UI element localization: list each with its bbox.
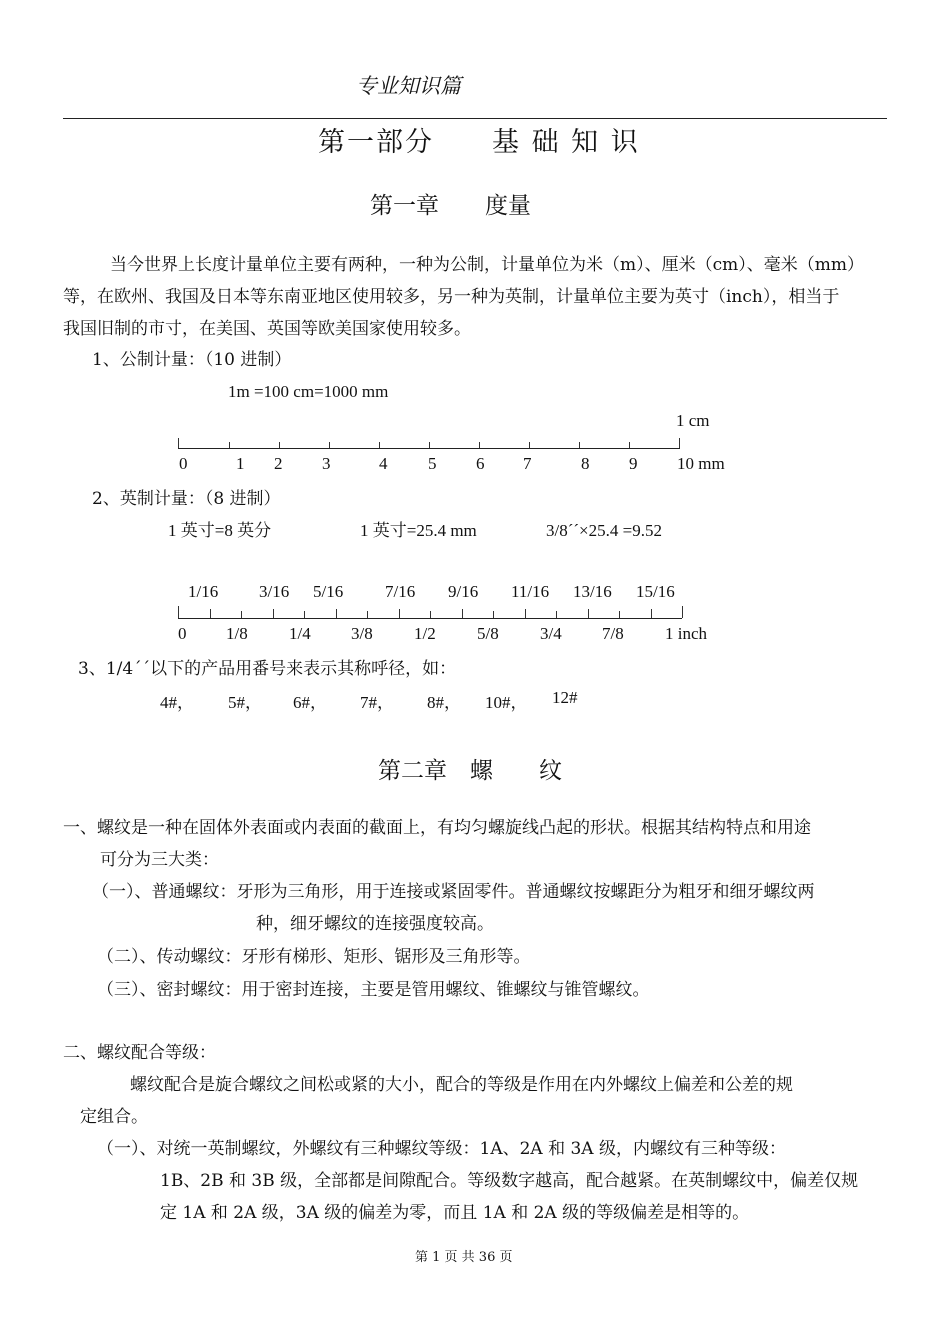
metric-label: 5 [428, 454, 437, 473]
imperial-bottom-label: 0 [178, 624, 187, 643]
page-footer: 第 1 页 共 36 页 [415, 1250, 513, 1265]
imperial-bottom-label: 3/4 [540, 624, 562, 643]
size-number: 6#， [293, 693, 327, 712]
metric-label: 9 [629, 454, 638, 473]
imperial-tick [462, 609, 463, 618]
imperial-tick [682, 606, 683, 618]
imperial-bottom-label: 7/8 [602, 624, 624, 643]
imperial-tick [273, 609, 274, 618]
imperial-bottom-label: 1/2 [414, 624, 436, 643]
intro-line-2: 等，在欧州、我国及日本等东南亚地区使用较多，另一种为英制，计量单位主要为英寸（inch），相当于 [63, 287, 840, 307]
metric-label: 7 [523, 454, 532, 473]
metric-heading: 1、公制计量：（10 进制） [92, 350, 292, 370]
imperial-tick [556, 611, 557, 618]
section-2a-line-2: 1B、2B 和 3B 级，全部都是间隙配合。等级数字越高，配合越紧。在英制螺纹中，偏差仅规 [160, 1171, 859, 1191]
size-number: 12# [552, 688, 578, 707]
imperial-tick [399, 609, 400, 618]
imperial-bottom-label: 1 inch [665, 624, 708, 643]
imperial-top-label: 9/16 [448, 582, 479, 601]
imperial-bottom-label: 1/4 [289, 624, 311, 643]
metric-tick [429, 442, 430, 448]
imperial-ruler-line [178, 618, 682, 619]
imperial-tick [178, 606, 179, 618]
imperial-top-label: 13/16 [573, 582, 612, 601]
imperial-tick [430, 611, 431, 618]
imperial-tick [588, 609, 589, 618]
metric-label: 8 [581, 454, 590, 473]
intro-line-1: 当今世界上长度计量单位主要有两种，一种为公制，计量单位为米（m）、厘米（cm）、毫米（mm） [110, 255, 864, 275]
imperial-bottom-label: 5/8 [477, 624, 499, 643]
metric-tick [329, 442, 330, 448]
imperial-tick [367, 611, 368, 618]
imperial-tick [336, 609, 337, 618]
header-rule [63, 118, 887, 119]
metric-label: 0 [179, 454, 188, 473]
imperial-top-label: 5/16 [313, 582, 344, 601]
item-3-text: 3、1/4´´以下的产品用番号来表示其称呼径，如： [78, 659, 457, 679]
imperial-tick [210, 609, 211, 618]
imperial-eq-1: 1 英寸=8 英分 [168, 521, 272, 540]
imperial-eq-3: 3/8´´×25.4 =9.52 [546, 521, 662, 540]
metric-label: 2 [274, 454, 283, 473]
section-2-line-2: 定组合。 [80, 1107, 148, 1127]
metric-tick [229, 442, 230, 448]
metric-label: 6 [476, 454, 485, 473]
imperial-top-label: 7/16 [385, 582, 416, 601]
size-number: 5#， [228, 693, 262, 712]
section-2a-line-1: （一）、对统一英制螺纹，外螺纹有三种螺纹等级：1A、2A 和 3A 级，内螺纹有三种等级： [97, 1139, 786, 1159]
chapter-2-title: 第二章 螺 纹 [378, 758, 562, 784]
part-title: 第一部分 基 础 知 识 [318, 127, 640, 158]
imperial-bottom-label: 1/8 [226, 624, 248, 643]
size-number: 7#， [360, 693, 394, 712]
intro-line-3: 我国旧制的市寸，在美国、英国等欧美国家使用较多。 [63, 319, 471, 339]
section-1c: （三）、密封螺纹：用于密封连接，主要是管用螺纹、锥螺纹与锥管螺纹。 [97, 980, 650, 1000]
imperial-top-label: 11/16 [511, 582, 550, 601]
imperial-tick [525, 609, 526, 618]
section-1a-line-1: （一）、普通螺纹：牙形为三角形，用于连接或紧固零件。普通螺纹按螺距分为粗牙和细牙螺纹两 [92, 882, 815, 902]
section-2-heading: 二、螺纹配合等级： [63, 1043, 216, 1063]
metric-label: 4 [379, 454, 388, 473]
metric-label: 1 [236, 454, 245, 473]
size-number: 10#， [485, 693, 528, 712]
section-1b: （二）、传动螺纹：牙形有梯形、矩形、锯形及三角形等。 [97, 947, 531, 967]
imperial-heading: 2、英制计量：（8 进制） [92, 489, 281, 509]
section-1a-line-2: 种，细牙螺纹的连接强度较高。 [256, 914, 494, 934]
section-2a-line-3: 定 1A 和 2A 级，3A 级的偏差为零，而且 1A 和 2A 级的等级偏差是相等的。 [160, 1203, 750, 1223]
imperial-top-label: 15/16 [636, 582, 675, 601]
imperial-eq-2: 1 英寸=25.4 mm [360, 521, 477, 540]
running-header: 专业知识篇 [356, 74, 461, 98]
metric-tick [379, 442, 380, 448]
imperial-tick [651, 609, 652, 618]
size-number: 4#， [160, 693, 194, 712]
section-1-line-2: 可分为三大类： [100, 850, 219, 870]
metric-label: 3 [322, 454, 331, 473]
size-number: 8#， [427, 693, 461, 712]
section-1-line-1: 一、螺纹是一种在固体外表面或内表面的截面上，有均匀螺旋线凸起的形状。根据其结构特点和用途 [63, 818, 811, 838]
metric-tick [579, 442, 580, 448]
metric-top-label: 1 cm [676, 411, 710, 430]
imperial-bottom-label: 3/8 [351, 624, 373, 643]
metric-tick [679, 438, 680, 448]
section-2-line-1: 螺纹配合是旋合螺纹之间松或紧的大小，配合的等级是作用在内外螺纹上偏差和公差的规 [130, 1075, 793, 1095]
metric-label: 10 mm [677, 454, 725, 473]
metric-tick [279, 442, 280, 448]
metric-tick [529, 442, 530, 448]
metric-tick [178, 438, 179, 448]
metric-tick [629, 442, 630, 448]
imperial-top-label: 1/16 [188, 582, 219, 601]
imperial-tick [493, 611, 494, 618]
imperial-top-label: 3/16 [259, 582, 290, 601]
metric-ruler-line [178, 448, 680, 449]
metric-tick [479, 442, 480, 448]
imperial-tick [619, 611, 620, 618]
imperial-tick [241, 611, 242, 618]
imperial-tick [304, 611, 305, 618]
metric-formula: 1m =100 cm=1000 mm [228, 382, 389, 401]
chapter-1-title: 第一章 度量 [370, 193, 531, 219]
